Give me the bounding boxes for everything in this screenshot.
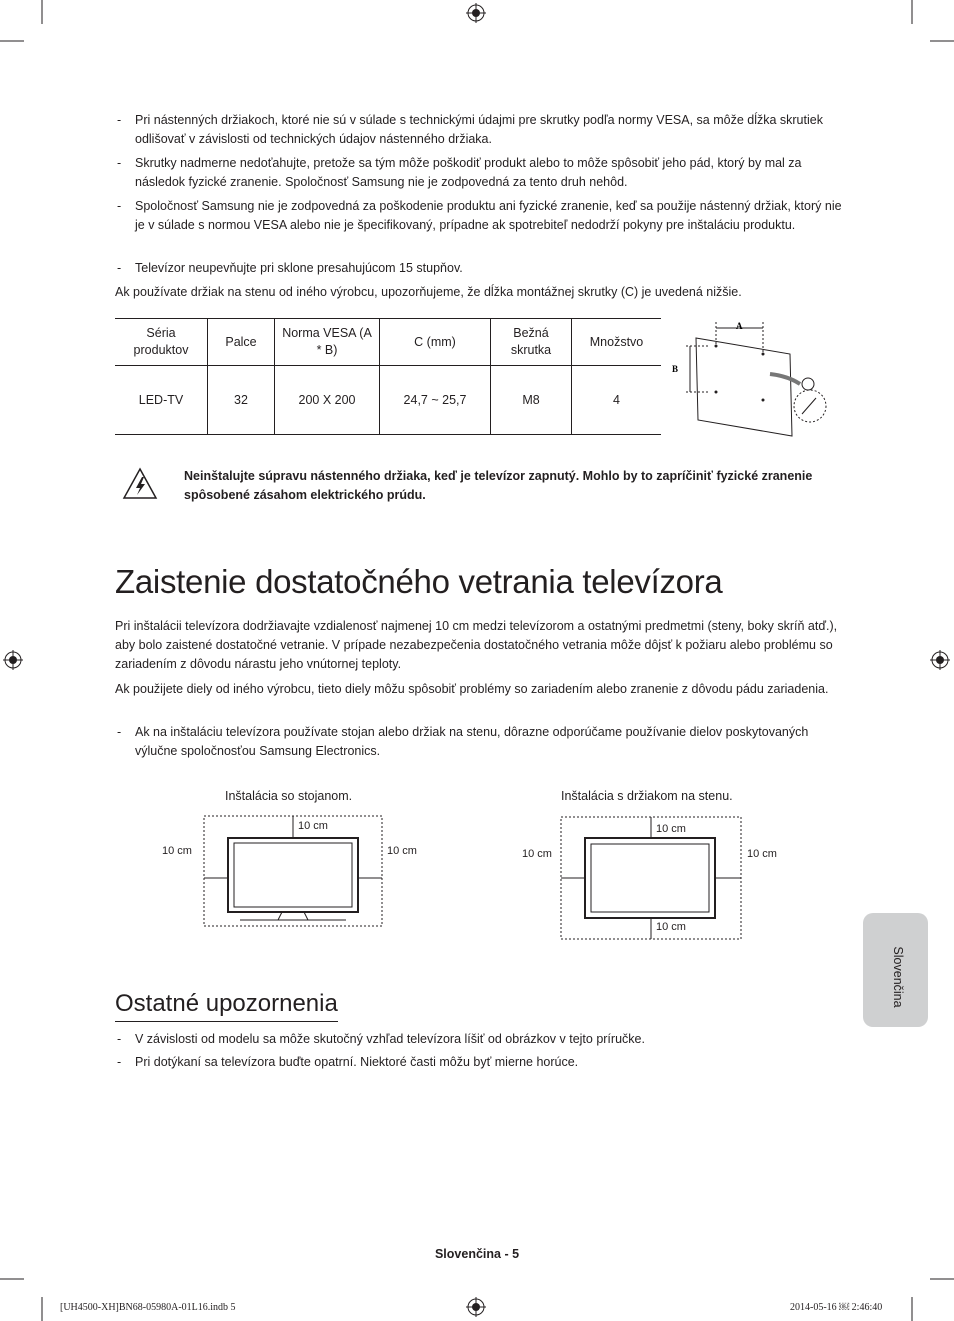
- distance-label: 10 cm: [298, 820, 328, 832]
- list-item: - Pri dotýkaní sa televízora buďte opatrní. Niektoré časti môžu byť mierne horúce.: [117, 1055, 579, 1069]
- stand-install-diagram: [200, 812, 386, 930]
- distance-label: 10 cm: [656, 921, 686, 933]
- list-item: - Spoločnosť Samsung nie je zodpovedná za poškodenie produktu ani fyzické zranenie, keď sa použije nástenný držiak, ktorý nie je v súlade s normou VESA alebo nie je špecifikovaný, prípadne ak spotrebiteľ nedodrží pokyny pre inštaláciu produktu.: [117, 199, 842, 232]
- registration-mark-icon: [466, 1297, 486, 1317]
- table-row: [115, 366, 661, 435]
- section-title: Ostatné upozornenia: [115, 990, 338, 1022]
- label-b: B: [672, 364, 679, 374]
- footer-file-info: [UH4500-XH]BN68-05980A-01L16.indb 5: [60, 1302, 236, 1313]
- list-item: - Televízor neupevňujte pri sklone presahujúcom 15 stupňov.: [117, 261, 463, 275]
- distance-label: 10 cm: [162, 845, 192, 857]
- paragraph: Pri inštalácii televízora dodržiavajte vzdialenosť najmenej 10 cm medzi televízorom a ostatnými predmetmi (steny, boky skríň atď.), aby bolo zaistené dostatočné vetranie. V prípade nezabezpečenia dostatočného vetrania môže dôjsť k požiaru alebo problému so zariadením z dôvodu nárastu jeho vnútornej teploty.: [115, 619, 838, 671]
- table-header-cell: Množstvo: [572, 319, 662, 366]
- list-item: - Pri nástenných držiakoch, ktoré nie sú v súlade s technickými údajmi pre skrutky podľa normy VESA, sa môže dĺžka skrutiek odlišovať v závislosti od technických údajov nástenného držiaka.: [117, 113, 823, 146]
- language-side-tab-label: Slovenčina: [891, 946, 905, 1008]
- list-item: - Skrutky nadmerne nedoťahujte, pretože sa tým môže poškodiť produkt alebo to môže spôsobiť jeho pád, ktorý by mal za následok fyzické zranenie. Spoločnosť Samsung nie je zodpovedná za tento druh nehôd.: [117, 156, 802, 189]
- table-header-cell: C (mm): [380, 319, 491, 366]
- list-item: - V závislosti od modelu sa môže skutočný vzhľad televízora líšiť od obrázkov v tejto príručke.: [117, 1032, 645, 1046]
- table-header-cell: Palce: [208, 319, 275, 366]
- table-cell: 24,7 ~ 25,7: [380, 366, 491, 435]
- distance-label: 10 cm: [387, 845, 417, 857]
- footer-timestamp: 2014-05-16 ￼ 2:46:40: [790, 1302, 883, 1313]
- table-header-row: [115, 319, 661, 366]
- table-cell: LED-TV: [115, 366, 208, 435]
- table-cell: 200 X 200: [275, 366, 380, 435]
- wall-mount-diagram: [670, 318, 840, 438]
- distance-label: 10 cm: [747, 848, 777, 860]
- warning-text: Neinštalujte súpravu nástenného držiaka, keď je televízor zapnutý. Mohlo by to zapríčiniť fyzické zranenie spôsobené zásahom elektrického prúdu.: [184, 469, 813, 502]
- table-cell: M8: [491, 366, 572, 435]
- page-number: Slovenčina - 5: [434, 1247, 520, 1261]
- screw-spec-table: [115, 318, 661, 435]
- table-header-cell: Séria produktov: [115, 319, 208, 366]
- list-item: - Ak na inštaláciu televízora používate stojan alebo držiak na stenu, dôrazne odporúčame používanie dielov poskytovaných výlučne spoločnosťou Samsung Electronics.: [117, 725, 809, 758]
- table-cell: 32: [208, 366, 275, 435]
- registration-mark-icon: [466, 3, 486, 23]
- stand-caption: Inštalácia so stojanom.: [225, 789, 353, 803]
- section-title: Zaistenie dostatočného vetrania televízora: [115, 563, 723, 600]
- table-header-cell: Bežná skrutka: [491, 319, 572, 366]
- label-a: A: [736, 321, 743, 331]
- wall-caption: Inštalácia s držiakom na stenu.: [561, 789, 733, 803]
- table-header-cell: Norma VESA (A * B): [275, 319, 380, 366]
- distance-label: 10 cm: [522, 848, 552, 860]
- table-cell: 4: [572, 366, 662, 435]
- electric-warning-icon: [122, 467, 158, 501]
- paragraph: Ak použijete diely od iného výrobcu, tieto diely môžu spôsobiť problémy so zariadením alebo zranenie z dôvodu pádu zariadenia.: [115, 682, 829, 696]
- wall-install-diagram: [558, 814, 744, 942]
- registration-mark-icon: [930, 650, 950, 670]
- registration-mark-icon: [3, 650, 23, 670]
- distance-label: 10 cm: [656, 823, 686, 835]
- intro-paragraph: Ak používate držiak na stenu od iného výrobcu, upozorňujeme, že dĺžka montážnej skrutky (C) je uvedená nižšie.: [115, 285, 742, 299]
